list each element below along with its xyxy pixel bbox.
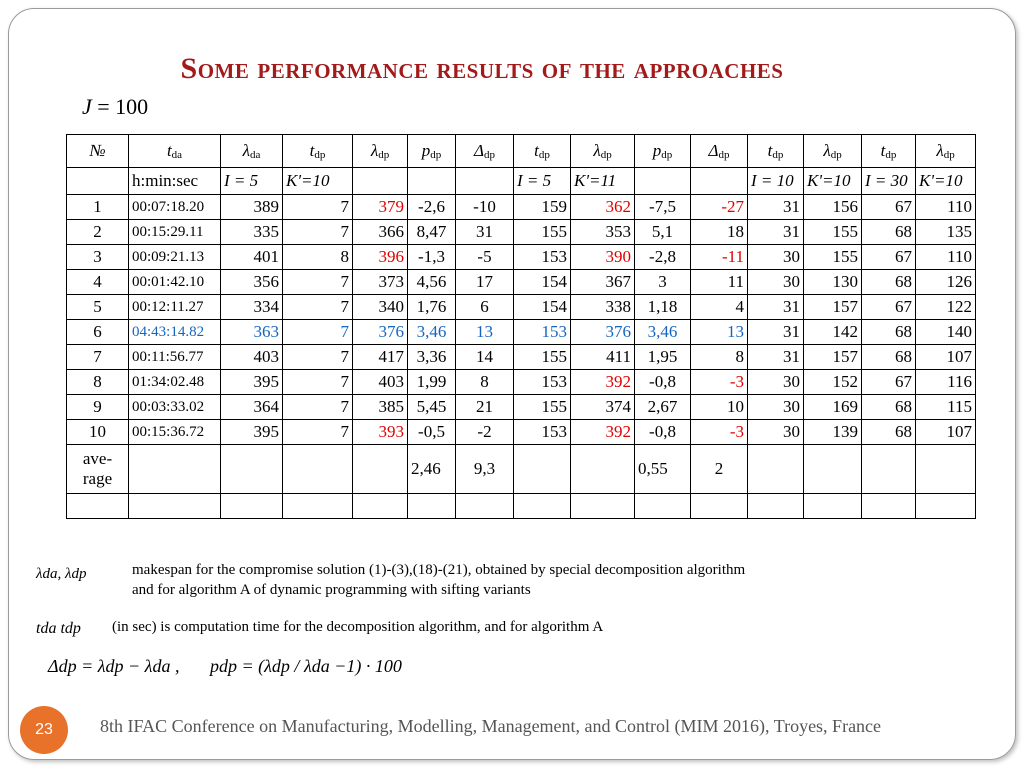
table-cell: 392 bbox=[571, 420, 635, 445]
table-cell: 3,46 bbox=[408, 320, 456, 345]
empty-cell bbox=[691, 494, 748, 519]
table-cell: 152 bbox=[804, 370, 862, 395]
header-symbol: p bbox=[652, 141, 662, 160]
table-cell: 8 bbox=[67, 370, 129, 395]
table-cell: 142 bbox=[804, 320, 862, 345]
header-subscript: dp bbox=[772, 149, 784, 161]
table-cell: -3 bbox=[691, 420, 748, 445]
table-cell: 3 bbox=[67, 245, 129, 270]
table-cell: 379 bbox=[353, 195, 408, 220]
empty-cell bbox=[67, 494, 129, 519]
table-cell: 376 bbox=[353, 320, 408, 345]
table-cell: 403 bbox=[221, 345, 283, 370]
average-cell bbox=[862, 445, 916, 494]
table-cell: -27 bbox=[691, 195, 748, 220]
table-cell: -1,3 bbox=[408, 245, 456, 270]
table-cell: 4,56 bbox=[408, 270, 456, 295]
table-cell: 153 bbox=[514, 245, 571, 270]
table-cell: 385 bbox=[353, 395, 408, 420]
table-cell: 107 bbox=[916, 345, 976, 370]
table-cell: 395 bbox=[221, 370, 283, 395]
table-cell: 7 bbox=[283, 420, 353, 445]
table-cell: 5,1 bbox=[635, 220, 691, 245]
table-cell: 373 bbox=[353, 270, 408, 295]
table-cell: 31 bbox=[748, 345, 804, 370]
average-cell bbox=[67, 445, 129, 494]
table-cell: 68 bbox=[862, 395, 916, 420]
header-row bbox=[67, 135, 976, 168]
header-symbol: t bbox=[880, 141, 886, 160]
header-cell bbox=[67, 135, 129, 168]
empty-cell bbox=[916, 494, 976, 519]
header-cell bbox=[129, 135, 221, 168]
table-cell: 8 bbox=[283, 245, 353, 270]
results-table bbox=[66, 134, 976, 519]
table-row bbox=[67, 220, 976, 245]
subheader-cell: I = 5 bbox=[221, 168, 283, 195]
table-cell: 67 bbox=[862, 370, 916, 395]
table-cell: 157 bbox=[804, 295, 862, 320]
table-cell: 00:15:29.11 bbox=[129, 220, 221, 245]
header-symbol: t bbox=[767, 141, 773, 160]
header-symbol: № bbox=[89, 141, 106, 160]
j-label: J bbox=[82, 94, 92, 119]
header-cell bbox=[691, 135, 748, 168]
table-row bbox=[67, 270, 976, 295]
table-cell: 110 bbox=[916, 195, 976, 220]
table-cell: 00:15:36.72 bbox=[129, 420, 221, 445]
table-cell: 155 bbox=[514, 220, 571, 245]
header-cell bbox=[221, 135, 283, 168]
empty-cell bbox=[804, 494, 862, 519]
table-cell: 67 bbox=[862, 295, 916, 320]
header-symbol: λ bbox=[593, 141, 601, 160]
formula-delta: Δdp = λdp − λda , bbox=[48, 656, 180, 676]
subheader-cell bbox=[408, 168, 456, 195]
table-cell: 7 bbox=[283, 345, 353, 370]
table-cell: 31 bbox=[748, 220, 804, 245]
table-cell: 3,46 bbox=[635, 320, 691, 345]
average-cell: 2 bbox=[691, 445, 748, 494]
footer-conference: 8th IFAC Conference on Manufacturing, Modelling, Management, and Control (MIM 2016), Troyes, France bbox=[100, 716, 882, 736]
subheader-cell bbox=[635, 168, 691, 195]
table-cell: 169 bbox=[804, 395, 862, 420]
table-cell: -0,8 bbox=[635, 370, 691, 395]
legend-lambda-symbols: λda, λdp bbox=[36, 566, 87, 582]
empty-cell bbox=[221, 494, 283, 519]
header-symbol: Δ bbox=[474, 141, 484, 160]
table-cell: -11 bbox=[691, 245, 748, 270]
table-cell: 8,47 bbox=[408, 220, 456, 245]
header-cell bbox=[862, 135, 916, 168]
table-cell: -2,8 bbox=[635, 245, 691, 270]
average-label: ave- bbox=[82, 449, 113, 468]
table-cell: 00:01:42.10 bbox=[129, 270, 221, 295]
average-cell bbox=[221, 445, 283, 494]
legend-t-symbols: tda tdp bbox=[36, 620, 81, 637]
header-subscript: dp bbox=[378, 149, 390, 161]
table-cell: 110 bbox=[916, 245, 976, 270]
table-cell: 396 bbox=[353, 245, 408, 270]
table-cell: 31 bbox=[748, 320, 804, 345]
table-cell: 1,99 bbox=[408, 370, 456, 395]
table-cell: 392 bbox=[571, 370, 635, 395]
legend-t-text: (in sec) is computation time for the decomposition algorithm, and for algorithm A bbox=[112, 619, 604, 635]
empty-cell bbox=[635, 494, 691, 519]
average-cell: 0,55 bbox=[635, 445, 691, 494]
empty-cell bbox=[514, 494, 571, 519]
average-label: rage bbox=[82, 469, 113, 488]
table-cell: 30 bbox=[748, 395, 804, 420]
table-cell: 2,67 bbox=[635, 395, 691, 420]
average-cell bbox=[283, 445, 353, 494]
table-cell: 21 bbox=[456, 395, 514, 420]
j-value: = 100 bbox=[97, 94, 149, 119]
header-cell bbox=[748, 135, 804, 168]
table-cell: 155 bbox=[804, 245, 862, 270]
header-symbol: t bbox=[309, 141, 315, 160]
table-cell: 376 bbox=[571, 320, 635, 345]
legend-lambda-line2: and for algorithm A of dynamic programming with sifting variants bbox=[132, 582, 531, 598]
table-cell: 00:03:33.02 bbox=[129, 395, 221, 420]
average-cell bbox=[916, 445, 976, 494]
subheader-cell: I = 5 bbox=[514, 168, 571, 195]
table-cell: 04:43:14.82 bbox=[129, 320, 221, 345]
table-row bbox=[67, 295, 976, 320]
header-cell bbox=[408, 135, 456, 168]
table-cell: 335 bbox=[221, 220, 283, 245]
header-subscript: dp bbox=[661, 149, 673, 161]
empty-cell bbox=[408, 494, 456, 519]
empty-cell bbox=[283, 494, 353, 519]
empty-cell bbox=[129, 494, 221, 519]
table-cell: -2,6 bbox=[408, 195, 456, 220]
table-cell: 7 bbox=[67, 345, 129, 370]
table-cell: 13 bbox=[691, 320, 748, 345]
table-cell: 1,76 bbox=[408, 295, 456, 320]
table-cell: 107 bbox=[916, 420, 976, 445]
formula-p: pdp = (λdp / λda −1) · 100 bbox=[210, 656, 402, 676]
table-cell: -5 bbox=[456, 245, 514, 270]
subheader-cell bbox=[353, 168, 408, 195]
subheader-cell: K'=10 bbox=[916, 168, 976, 195]
table-row bbox=[67, 245, 976, 270]
table-cell: 01:34:02.48 bbox=[129, 370, 221, 395]
table-cell: 68 bbox=[862, 420, 916, 445]
table-cell: 366 bbox=[353, 220, 408, 245]
table-cell: 8 bbox=[456, 370, 514, 395]
table-cell: 30 bbox=[748, 370, 804, 395]
table-cell: 5 bbox=[67, 295, 129, 320]
average-cell: 9,3 bbox=[456, 445, 514, 494]
table-cell: 153 bbox=[514, 370, 571, 395]
table-cell: 30 bbox=[748, 245, 804, 270]
table-cell: 363 bbox=[221, 320, 283, 345]
table-cell: 9 bbox=[67, 395, 129, 420]
table-cell: 374 bbox=[571, 395, 635, 420]
table-cell: 00:09:21.13 bbox=[129, 245, 221, 270]
table-row bbox=[67, 195, 976, 220]
header-symbol: λ bbox=[242, 141, 250, 160]
table-cell: 31 bbox=[748, 295, 804, 320]
subheader-cell bbox=[456, 168, 514, 195]
table-cell: 135 bbox=[916, 220, 976, 245]
table-cell: 68 bbox=[862, 270, 916, 295]
table-cell: 00:12:11.27 bbox=[129, 295, 221, 320]
table-cell: 68 bbox=[862, 220, 916, 245]
table-cell: 3,36 bbox=[408, 345, 456, 370]
table-cell: 334 bbox=[221, 295, 283, 320]
subheader-cell: h:min:sec bbox=[129, 168, 221, 195]
j-parameter bbox=[82, 94, 148, 120]
table-cell: 130 bbox=[804, 270, 862, 295]
table-row bbox=[67, 395, 976, 420]
header-cell bbox=[514, 135, 571, 168]
header-symbol: t bbox=[534, 141, 539, 160]
empty-row bbox=[67, 494, 976, 519]
table-cell: 6 bbox=[67, 320, 129, 345]
table-cell: -3 bbox=[691, 370, 748, 395]
header-symbol: Δ bbox=[708, 141, 719, 160]
subheader-cell: K'=10 bbox=[804, 168, 862, 195]
table-cell: 362 bbox=[571, 195, 635, 220]
table-cell: 5,45 bbox=[408, 395, 456, 420]
table-cell: 401 bbox=[221, 245, 283, 270]
table-cell: 2 bbox=[67, 220, 129, 245]
table-cell: 139 bbox=[804, 420, 862, 445]
average-cell bbox=[353, 445, 408, 494]
header-subscript: dp bbox=[885, 149, 897, 161]
average-cell bbox=[129, 445, 221, 494]
table-cell: -7,5 bbox=[635, 195, 691, 220]
table-cell: 7 bbox=[283, 270, 353, 295]
table-cell: 67 bbox=[862, 195, 916, 220]
header-subscript: da bbox=[171, 149, 183, 161]
table-cell: 68 bbox=[862, 320, 916, 345]
table-cell: 340 bbox=[353, 295, 408, 320]
header-cell bbox=[283, 135, 353, 168]
header-symbol: p bbox=[421, 141, 431, 160]
table-cell: 417 bbox=[353, 345, 408, 370]
average-cell: 2,46 bbox=[408, 445, 456, 494]
legend-lambda-line1: makespan for the compromise solution (1)-(3),(18)-(21), obtained by special decomposition algorithm bbox=[132, 562, 746, 578]
table-cell: 00:11:56.77 bbox=[129, 345, 221, 370]
table-cell: 155 bbox=[514, 345, 571, 370]
table-cell: 403 bbox=[353, 370, 408, 395]
table-cell: 18 bbox=[691, 220, 748, 245]
table-cell: 31 bbox=[456, 220, 514, 245]
table-row bbox=[67, 420, 976, 445]
table-cell: 356 bbox=[221, 270, 283, 295]
header-subscript: dp bbox=[314, 149, 326, 161]
empty-cell bbox=[571, 494, 635, 519]
header-cell bbox=[916, 135, 976, 168]
table-row bbox=[67, 345, 976, 370]
table-cell: 338 bbox=[571, 295, 635, 320]
table-cell: 393 bbox=[353, 420, 408, 445]
table-cell: 31 bbox=[748, 195, 804, 220]
header-cell bbox=[353, 135, 408, 168]
slide-title: Some performance results of the approaches bbox=[180, 52, 784, 85]
table-cell: 4 bbox=[691, 295, 748, 320]
table-cell: 7 bbox=[283, 195, 353, 220]
table-cell: 411 bbox=[571, 345, 635, 370]
table-cell: 389 bbox=[221, 195, 283, 220]
header-subscript: dp bbox=[600, 149, 612, 161]
table-cell: 159 bbox=[514, 195, 571, 220]
average-cell bbox=[571, 445, 635, 494]
table-cell: 140 bbox=[916, 320, 976, 345]
table-cell: 6 bbox=[456, 295, 514, 320]
table-cell: 17 bbox=[456, 270, 514, 295]
table-cell: 353 bbox=[571, 220, 635, 245]
table-cell: 10 bbox=[67, 420, 129, 445]
header-subscript: dp bbox=[943, 149, 955, 161]
header-subscript: dp bbox=[483, 149, 495, 161]
header-subscript: dp bbox=[718, 149, 730, 161]
header-symbol: λ bbox=[370, 141, 379, 160]
table-cell: 154 bbox=[514, 270, 571, 295]
table-cell: 7 bbox=[283, 295, 353, 320]
table-cell: 67 bbox=[862, 245, 916, 270]
table-cell: 1,95 bbox=[635, 345, 691, 370]
average-cell bbox=[514, 445, 571, 494]
table-cell: 1,18 bbox=[635, 295, 691, 320]
table-cell: 367 bbox=[571, 270, 635, 295]
table-cell: 364 bbox=[221, 395, 283, 420]
table-cell: 10 bbox=[691, 395, 748, 420]
header-symbol: λ bbox=[936, 141, 944, 160]
table-cell: 8 bbox=[691, 345, 748, 370]
table-cell: 126 bbox=[916, 270, 976, 295]
subheader-cell bbox=[691, 168, 748, 195]
table-cell: -10 bbox=[456, 195, 514, 220]
subheader-row bbox=[67, 168, 976, 195]
header-symbol: t bbox=[166, 141, 172, 160]
table-cell: 116 bbox=[916, 370, 976, 395]
table-cell: 7 bbox=[283, 220, 353, 245]
table-cell: 156 bbox=[804, 195, 862, 220]
subheader-cell: I = 10 bbox=[748, 168, 804, 195]
empty-cell bbox=[456, 494, 514, 519]
table-cell: -2 bbox=[456, 420, 514, 445]
header-cell bbox=[571, 135, 635, 168]
table-cell: 7 bbox=[283, 395, 353, 420]
table-cell: 00:07:18.20 bbox=[129, 195, 221, 220]
table-cell: 14 bbox=[456, 345, 514, 370]
table-cell: -0,8 bbox=[635, 420, 691, 445]
subheader-cell: K'=11 bbox=[571, 168, 635, 195]
table-cell: 390 bbox=[571, 245, 635, 270]
table-cell: 30 bbox=[748, 270, 804, 295]
table-cell: 157 bbox=[804, 345, 862, 370]
table-cell: 11 bbox=[691, 270, 748, 295]
table-cell: 115 bbox=[916, 395, 976, 420]
header-subscript: dp bbox=[430, 149, 442, 161]
table-cell: 7 bbox=[283, 370, 353, 395]
table-cell: 155 bbox=[804, 220, 862, 245]
empty-cell bbox=[748, 494, 804, 519]
table-cell: 4 bbox=[67, 270, 129, 295]
table-cell: 7 bbox=[283, 320, 353, 345]
table-cell: 155 bbox=[514, 395, 571, 420]
empty-cell bbox=[862, 494, 916, 519]
header-cell bbox=[635, 135, 691, 168]
header-cell bbox=[456, 135, 514, 168]
table-cell: -0,5 bbox=[408, 420, 456, 445]
table-cell: 153 bbox=[514, 320, 571, 345]
table-cell: 122 bbox=[916, 295, 976, 320]
subheader-cell bbox=[67, 168, 129, 195]
table-row bbox=[67, 320, 976, 345]
table-cell: 154 bbox=[514, 295, 571, 320]
table-cell: 30 bbox=[748, 420, 804, 445]
empty-cell bbox=[353, 494, 408, 519]
table-cell: 1 bbox=[67, 195, 129, 220]
header-subscript: da bbox=[249, 149, 261, 161]
average-cell bbox=[804, 445, 862, 494]
subheader-cell: I = 30 bbox=[862, 168, 916, 195]
table-cell: 68 bbox=[862, 345, 916, 370]
table-cell: 153 bbox=[514, 420, 571, 445]
table-row bbox=[67, 370, 976, 395]
average-row bbox=[67, 445, 976, 494]
header-cell bbox=[804, 135, 862, 168]
table-cell: 13 bbox=[456, 320, 514, 345]
average-cell bbox=[748, 445, 804, 494]
header-subscript: dp bbox=[538, 149, 550, 161]
subheader-cell: K'=10 bbox=[283, 168, 353, 195]
table-cell: 3 bbox=[635, 270, 691, 295]
page-number-badge: 23 bbox=[20, 706, 68, 754]
header-subscript: dp bbox=[830, 149, 842, 161]
table-cell: 395 bbox=[221, 420, 283, 445]
header-symbol: λ bbox=[823, 141, 831, 160]
